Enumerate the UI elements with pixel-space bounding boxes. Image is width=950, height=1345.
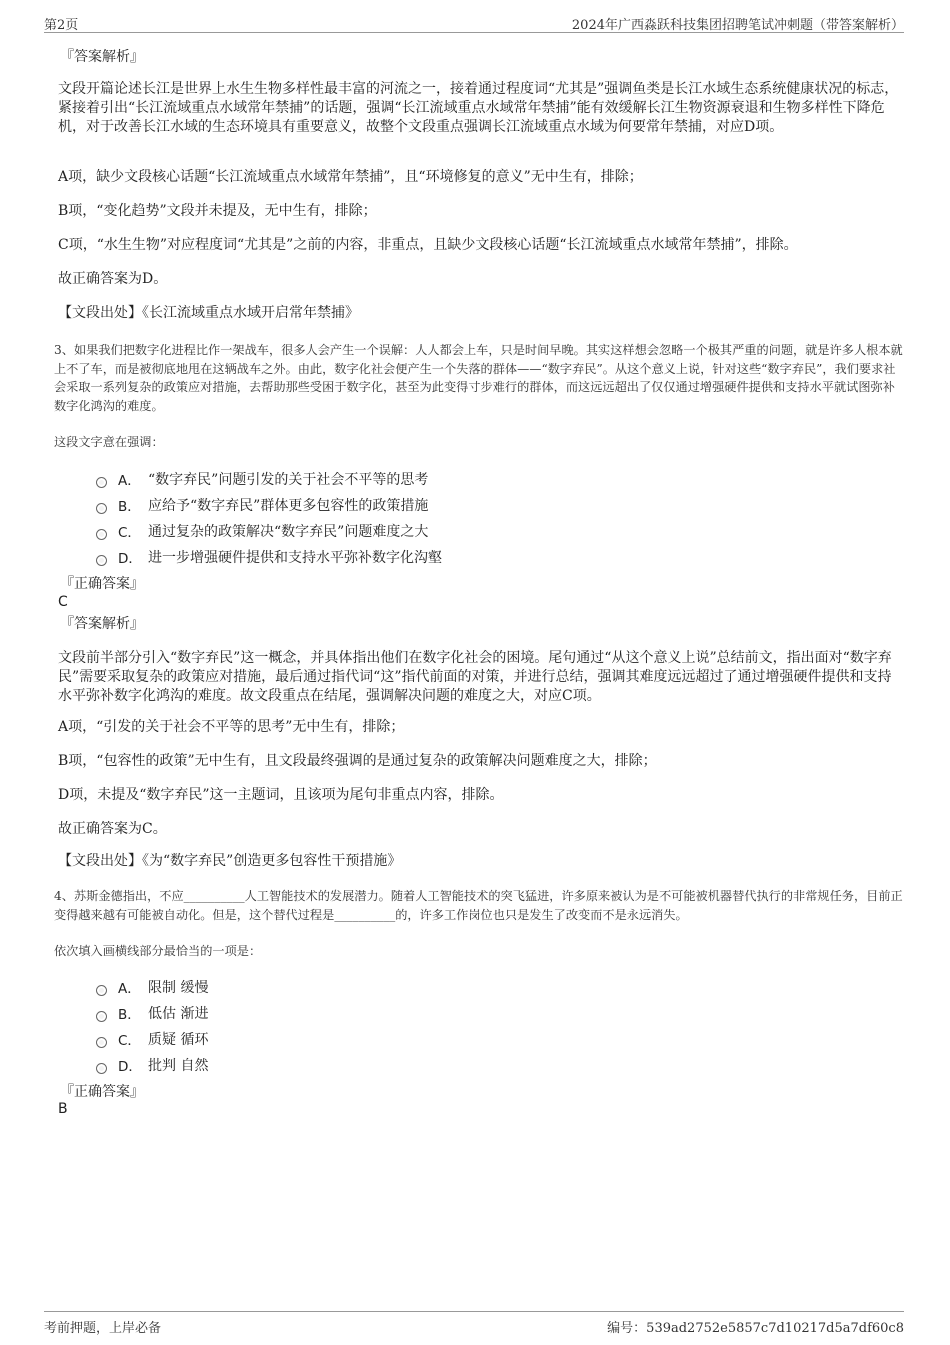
analysis-option-d: D项，未提及“数字弃民”这一主题词，且该项为尾句非重点内容，排除。 xyxy=(58,787,504,803)
radio-button[interactable] xyxy=(96,555,107,566)
question-4-stem: 4、苏斯金德指出，不应__________人工智能技术的发展潜力。随着人工智能技术的突飞猛进，许多原来被认为是不可能被机器替代执行的非常规任务，目前正变得越来越有可能被自动化。但是，这个替代过程是__________的，许多工作岗位也只是发生了改变而不是永远消失。 xyxy=(54,889,903,922)
radio-button[interactable] xyxy=(96,1011,107,1022)
page-footer xyxy=(44,1311,904,1340)
question-3-option-c[interactable]: C． 通过复杂的政策解决“数字弃民”问题难度之大 xyxy=(96,521,428,541)
question-4-option-b[interactable]: B． 低估 渐进 xyxy=(96,1003,208,1023)
radio-button[interactable] xyxy=(96,503,107,514)
radio-button[interactable] xyxy=(96,985,107,996)
question-4-option-c[interactable]: C． 质疑 循环 xyxy=(96,1029,208,1049)
analysis-label: 『答案解析』 xyxy=(60,49,144,65)
blank-1: __________ xyxy=(183,889,245,903)
correct-answer-value: C xyxy=(58,594,68,610)
document-id: 编号：539ad2752e5857c7d10217d5a7df60c8 xyxy=(607,1321,904,1336)
question-3-stem: 3、如果我们把数字化进程比作一架战车，很多人会产生一个误解：人人都会上车，只是时间早晚。其实这样想会忽略一个极其严重的问题，就是许多人根本就上不了车，而是被彻底地甩在这辆战车之外。由此，数字化社会便产生一个失落的群体——“数字弃民”。从这个意义上说，针对这些“数字弃民”，我们要求社会采取一系列复杂的政策应对措施，去帮助那些受困于数字化，甚至为此变得寸步难行的群体，而这远远超出了仅仅通过增强硬件提供和支持水平就试图弥补数字化鸿沟的难度。 xyxy=(54,343,903,413)
radio-button[interactable] xyxy=(96,529,107,540)
question-4-option-d[interactable]: D． 批判 自然 xyxy=(96,1055,208,1075)
question-3-option-d[interactable]: D． 进一步增强硬件提供和支持水平弥补数字化沟壑 xyxy=(96,547,442,567)
analysis-paragraph: 文段开篇论述长江是世界上水生生物多样性最丰富的河流之一，接着通过程度词“尤其是”强调鱼类是长江水域生态系统健康状况的标志，紧接着引出“长江流域重点水域常年禁捕”的话题，强调“长江流域重点水域常年禁捕”能有效缓解长江生物资源衰退和生物多样性下降危机，对于改善长江水域的生态环境具有重要意义，故整个文段重点强调长江流域重点水域为何要常年禁捕，对应D项。 xyxy=(58,81,899,135)
radio-button[interactable] xyxy=(96,1063,107,1074)
radio-button[interactable] xyxy=(96,477,107,488)
page-header xyxy=(44,10,904,33)
answer-conclusion: 故正确答案为C。 xyxy=(58,821,167,837)
analysis-option-b: B项，“变化趋势”文段并未提及，无中生有，排除； xyxy=(58,203,377,219)
question-3-option-b[interactable]: B． 应给予“数字弃民”群体更多包容性的政策措施 xyxy=(96,495,428,515)
source-citation: 【文段出处】《为“数字弃民”创造更多包容性干预措施》 xyxy=(58,853,402,869)
analysis-paragraph: 文段前半部分引入“数字弃民”这一概念，并具体指出他们在数字化社会的困境。尾句通过“从这个意义上说”总结前文，指出面对“数字弃民”需要采取复杂的政策应对措施，最后通过指代词“这”指代前面的对策，并进行总结，强调其难度远远超过了通过增强硬件提供和支持水平弥补数字化鸿沟的难度。故文段重点在结尾，强调解决问题的难度之大，对应C项。 xyxy=(58,650,892,704)
answer-conclusion: 故正确答案为D。 xyxy=(58,271,168,287)
page-number: 第2页 xyxy=(44,18,79,33)
blank-2: __________ xyxy=(334,907,396,922)
analysis-option-a: A项，缺少文段核心话题“长江流域重点水域常年禁捕”，且“环境修复的意义”无中生有，排除； xyxy=(58,169,643,185)
source-citation: 【文段出处】《长江流域重点水域开启常年禁捕》 xyxy=(58,305,359,321)
question-4-prompt: 依次填入画横线部分最恰当的一项是： xyxy=(54,944,262,958)
correct-answer-value: B xyxy=(58,1101,68,1117)
analysis-label: 『答案解析』 xyxy=(60,616,144,632)
question-4-option-a[interactable]: A． 限制 缓慢 xyxy=(96,977,208,997)
analysis-option-c: C项，“水生生物”对应程度词“尤其是”之前的内容，非重点，且缺少文段核心话题“长江流域重点水域常年禁捕”，排除。 xyxy=(58,237,798,253)
document-title: 2024年广西淼跃科技集团招聘笔试冲刺题（带答案解析） xyxy=(571,18,904,33)
correct-answer-label: 『正确答案』 xyxy=(60,1084,144,1100)
analysis-option-b: B项，“包容性的政策”无中生有，且文段最终强调的是通过复杂的政策解决问题难度之大，排除； xyxy=(58,753,657,769)
correct-answer-label: 『正确答案』 xyxy=(60,576,144,592)
analysis-option-a: A项，“引发的关于社会不平等的思考”无中生有，排除； xyxy=(58,719,405,735)
question-3-prompt: 这段文字意在强调： xyxy=(54,435,164,449)
footer-slogan: 考前押题，上岸必备 xyxy=(44,1321,162,1336)
question-3-option-a[interactable]: A． “数字弃民”问题引发的关于社会不平等的思考 xyxy=(96,469,428,489)
radio-button[interactable] xyxy=(96,1037,107,1048)
